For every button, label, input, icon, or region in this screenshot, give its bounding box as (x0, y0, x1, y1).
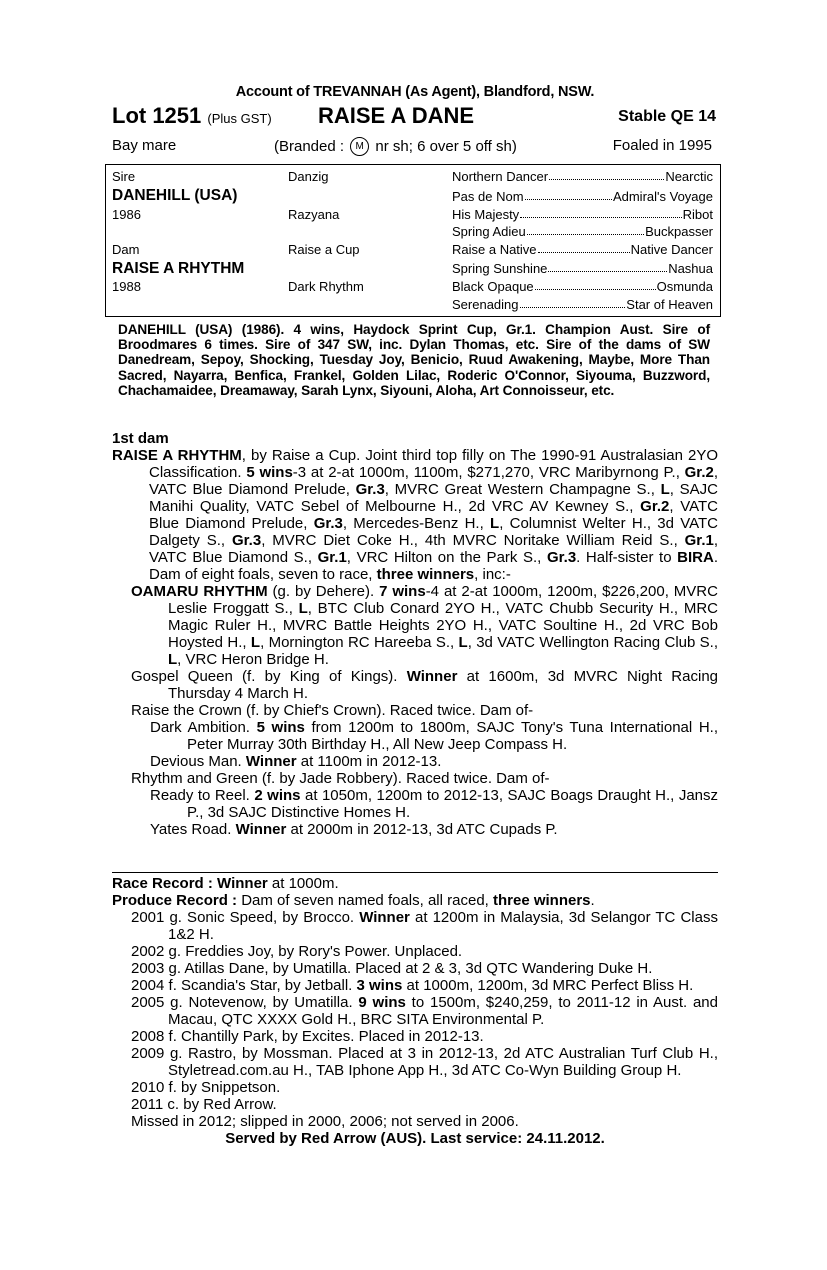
horse-name: RAISE A DANE (318, 103, 475, 128)
g3-row: Raise a Native Native Dancer (452, 242, 713, 257)
stable-code: Stable QE 14 (618, 108, 716, 125)
g3-row: Northern Dancer Nearctic (452, 169, 713, 184)
section-divider (112, 872, 718, 873)
g3-row: His Majesty Ribot (452, 207, 713, 222)
grand-progeny-entry: Devious Man. Winner at 1100m in 2012-13. (150, 753, 442, 770)
first-dam-section (112, 430, 718, 838)
progeny-entry: OAMARU RHYTHM (g. by Dehere). 7 wins-4 at 2-at 1000m, 1200m, $226,200, MVRC Leslie Froggatt S., L, BTC Club Conard 2YO H., VATC Chubb Security H., MRC Magic Ruler H., MVRC Battle Heights 2YO H., VATC Soultine H., 2d VRC Bob Hoysted H., L, Mornington RC Hareeba S., L, 3d VATC Wellington Racing Club S., L, VRC Heron Bridge H. (131, 583, 719, 668)
produce-item: 2010 f. by Snippetson. (131, 1079, 281, 1096)
service-note: Served by Red Arrow (AUS). Last service: 24.11.2012. (225, 1130, 605, 1147)
g3-row: Black Opaque Osmunda (452, 279, 713, 294)
sire-sire: Danzig (288, 169, 329, 184)
produce-item: 2003 g. Atillas Dane, by Umatilla. Placed at 2 & 3, 3d QTC Wandering Duke H. (131, 960, 653, 977)
horse-sex: Bay mare (112, 137, 177, 154)
sire-label: Sire (112, 169, 136, 184)
dam-label: Dam (112, 242, 140, 257)
progeny-entry: Raise the Crown (f. by Chief's Crown). Raced twice. Dam of- (131, 702, 534, 719)
produce-item: 2011 c. by Red Arrow. (131, 1096, 277, 1113)
plus-gst: (Plus GST) (207, 111, 272, 126)
brand-mark-icon: M (350, 137, 369, 156)
foaled-year: Foaled in 1995 (612, 137, 712, 154)
dam-sire: Raise a Cup (288, 242, 360, 257)
race-produce-section (112, 875, 718, 1147)
produce-item: 2002 g. Freddies Joy, by Rory's Power. Unplaced. (131, 943, 463, 960)
sire-year: 1986 (112, 207, 141, 222)
sire-summary: DANEHILL (USA) (1986). 4 wins, Haydock Sprint Cup, Gr.1. Champion Aust. Sire of Broodmares 6 times. Sire of 347 SW, inc. Dylan Thomas, etc. Sire of the dams of SW Danedream, Sepoy, Shocking, Tuesday Joy, Benicio, Ruud Awakening, Maybe, More Than Sacred, Nayarra, Benfica, Frankel, Golden Lilac, Roderic O'Connor, Siyouma, Buzzword, Chachamaidee, Dreamaway, Sarah Lynx, Siyouni, Aloha, Art Connoisseur, etc. (118, 322, 710, 398)
produce-record: Produce Record : Dam of seven named foals, all raced, three winners. (112, 892, 595, 909)
grand-progeny-entry: Ready to Reel. 2 wins at 1050m, 1200m to 2012-13, SAJC Boags Draught H., Jansz P., 3d SAJC Distinctive Homes H. (150, 787, 718, 821)
sire-name: DANEHILL (USA) (112, 187, 238, 204)
sire-dam: Razyana (288, 207, 340, 222)
g3-row: Pas de Nom Admiral's Voyage (452, 189, 713, 204)
produce-item: 2008 f. Chantilly Park, by Excites. Placed in 2012-13. (131, 1028, 484, 1045)
dam-name: RAISE A RHYTHM (112, 260, 245, 277)
first-dam-heading: 1st dam (112, 430, 169, 447)
progeny-entry: Rhythm and Green (f. by Jade Robbery). Raced twice. Dam of- (131, 770, 550, 787)
dam-dam: Dark Rhythm (288, 279, 364, 294)
first-dam-paragraph: RAISE A RHYTHM, by Raise a Cup. Joint third top filly on The 1990-91 Australasian 2YO Classification. 5 wins-3 at 2-at 1000m, 1100m, $271,270, VRC Maribyrnong P., Gr.2, VATC Blue Diamond Prelude, Gr.3, MVRC Great Western Champagne S., L, SAJC Manihi Quality, VATC Sebel of Melbourne H., 2d VRC AV Kewney S., Gr.2, VATC Blue Diamond Prelude, Gr.3, Mercedes-Benz H., L, Columnist Welter H., 3d VATC Dalgety S., Gr.3, MVRC Diet Coke H., 4th MVRC Noritake William Reid S., Gr.1, VATC Blue Diamond S., Gr.1, VRC Hilton on the Park S., Gr.3. Half-sister to BIRA. Dam of eight foals, seven to race, three winners, inc:- (112, 447, 719, 583)
g3-row: Spring Adieu Buckpasser (452, 224, 713, 239)
g3-row: Spring Sunshine Nashua (452, 261, 713, 276)
race-record: Race Record : Winner at 1000m. (112, 875, 339, 892)
pedigree-table (105, 164, 721, 317)
info-line (112, 137, 718, 157)
progeny-entry: Gospel Queen (f. by King of Kings). Winner at 1600m, 3d MVRC Night Racing Thursday 4 March H. (131, 668, 719, 702)
account-line: Account of TREVANNAH (As Agent), Blandford, NSW. (235, 84, 595, 100)
lot-line (112, 103, 718, 131)
grand-progeny-entry: Dark Ambition. 5 wins from 1200m to 1800m, SAJC Tony's Tuna International H., Peter Murray 30th Birthday H., All New Jeep Compass H. (150, 719, 718, 753)
dam-year: 1988 (112, 279, 141, 294)
g3-row: Serenading Star of Heaven (452, 297, 713, 312)
lot-number: Lot 1251 (Plus GST) (112, 103, 272, 128)
grand-progeny-entry: Yates Road. Winner at 2000m in 2012-13, 3d ATC Cupads P. (150, 821, 558, 838)
produce-item: Missed in 2012; slipped in 2000, 2006; not served in 2006. (131, 1113, 519, 1130)
produce-item: 2005 g. Notevenow, by Umatilla. 9 wins to 1500m, $240,259, to 2011-12 in Aust. and Macau, QTC XXXX Gold H., BRC SITA Environmental P. (131, 994, 718, 1028)
branding: (Branded : M nr sh; 6 over 5 off sh) (274, 138, 517, 155)
produce-item: 2004 f. Scandia's Star, by Jetball. 3 wins at 1000m, 1200m, 3d MRC Perfect Bliss H. (131, 977, 694, 994)
produce-item: 2001 g. Sonic Speed, by Brocco. Winner at 1200m in Malaysia, 3d Selangor TC Class 1&2 H. (131, 909, 718, 943)
produce-item: 2009 g. Rastro, by Mossman. Placed at 3 in 2012-13, 2d ATC Australian Turf Club H., Styletread.com.au H., TAB Iphone App H., 3d ATC Co-Wyn Building Group H. (131, 1045, 718, 1079)
